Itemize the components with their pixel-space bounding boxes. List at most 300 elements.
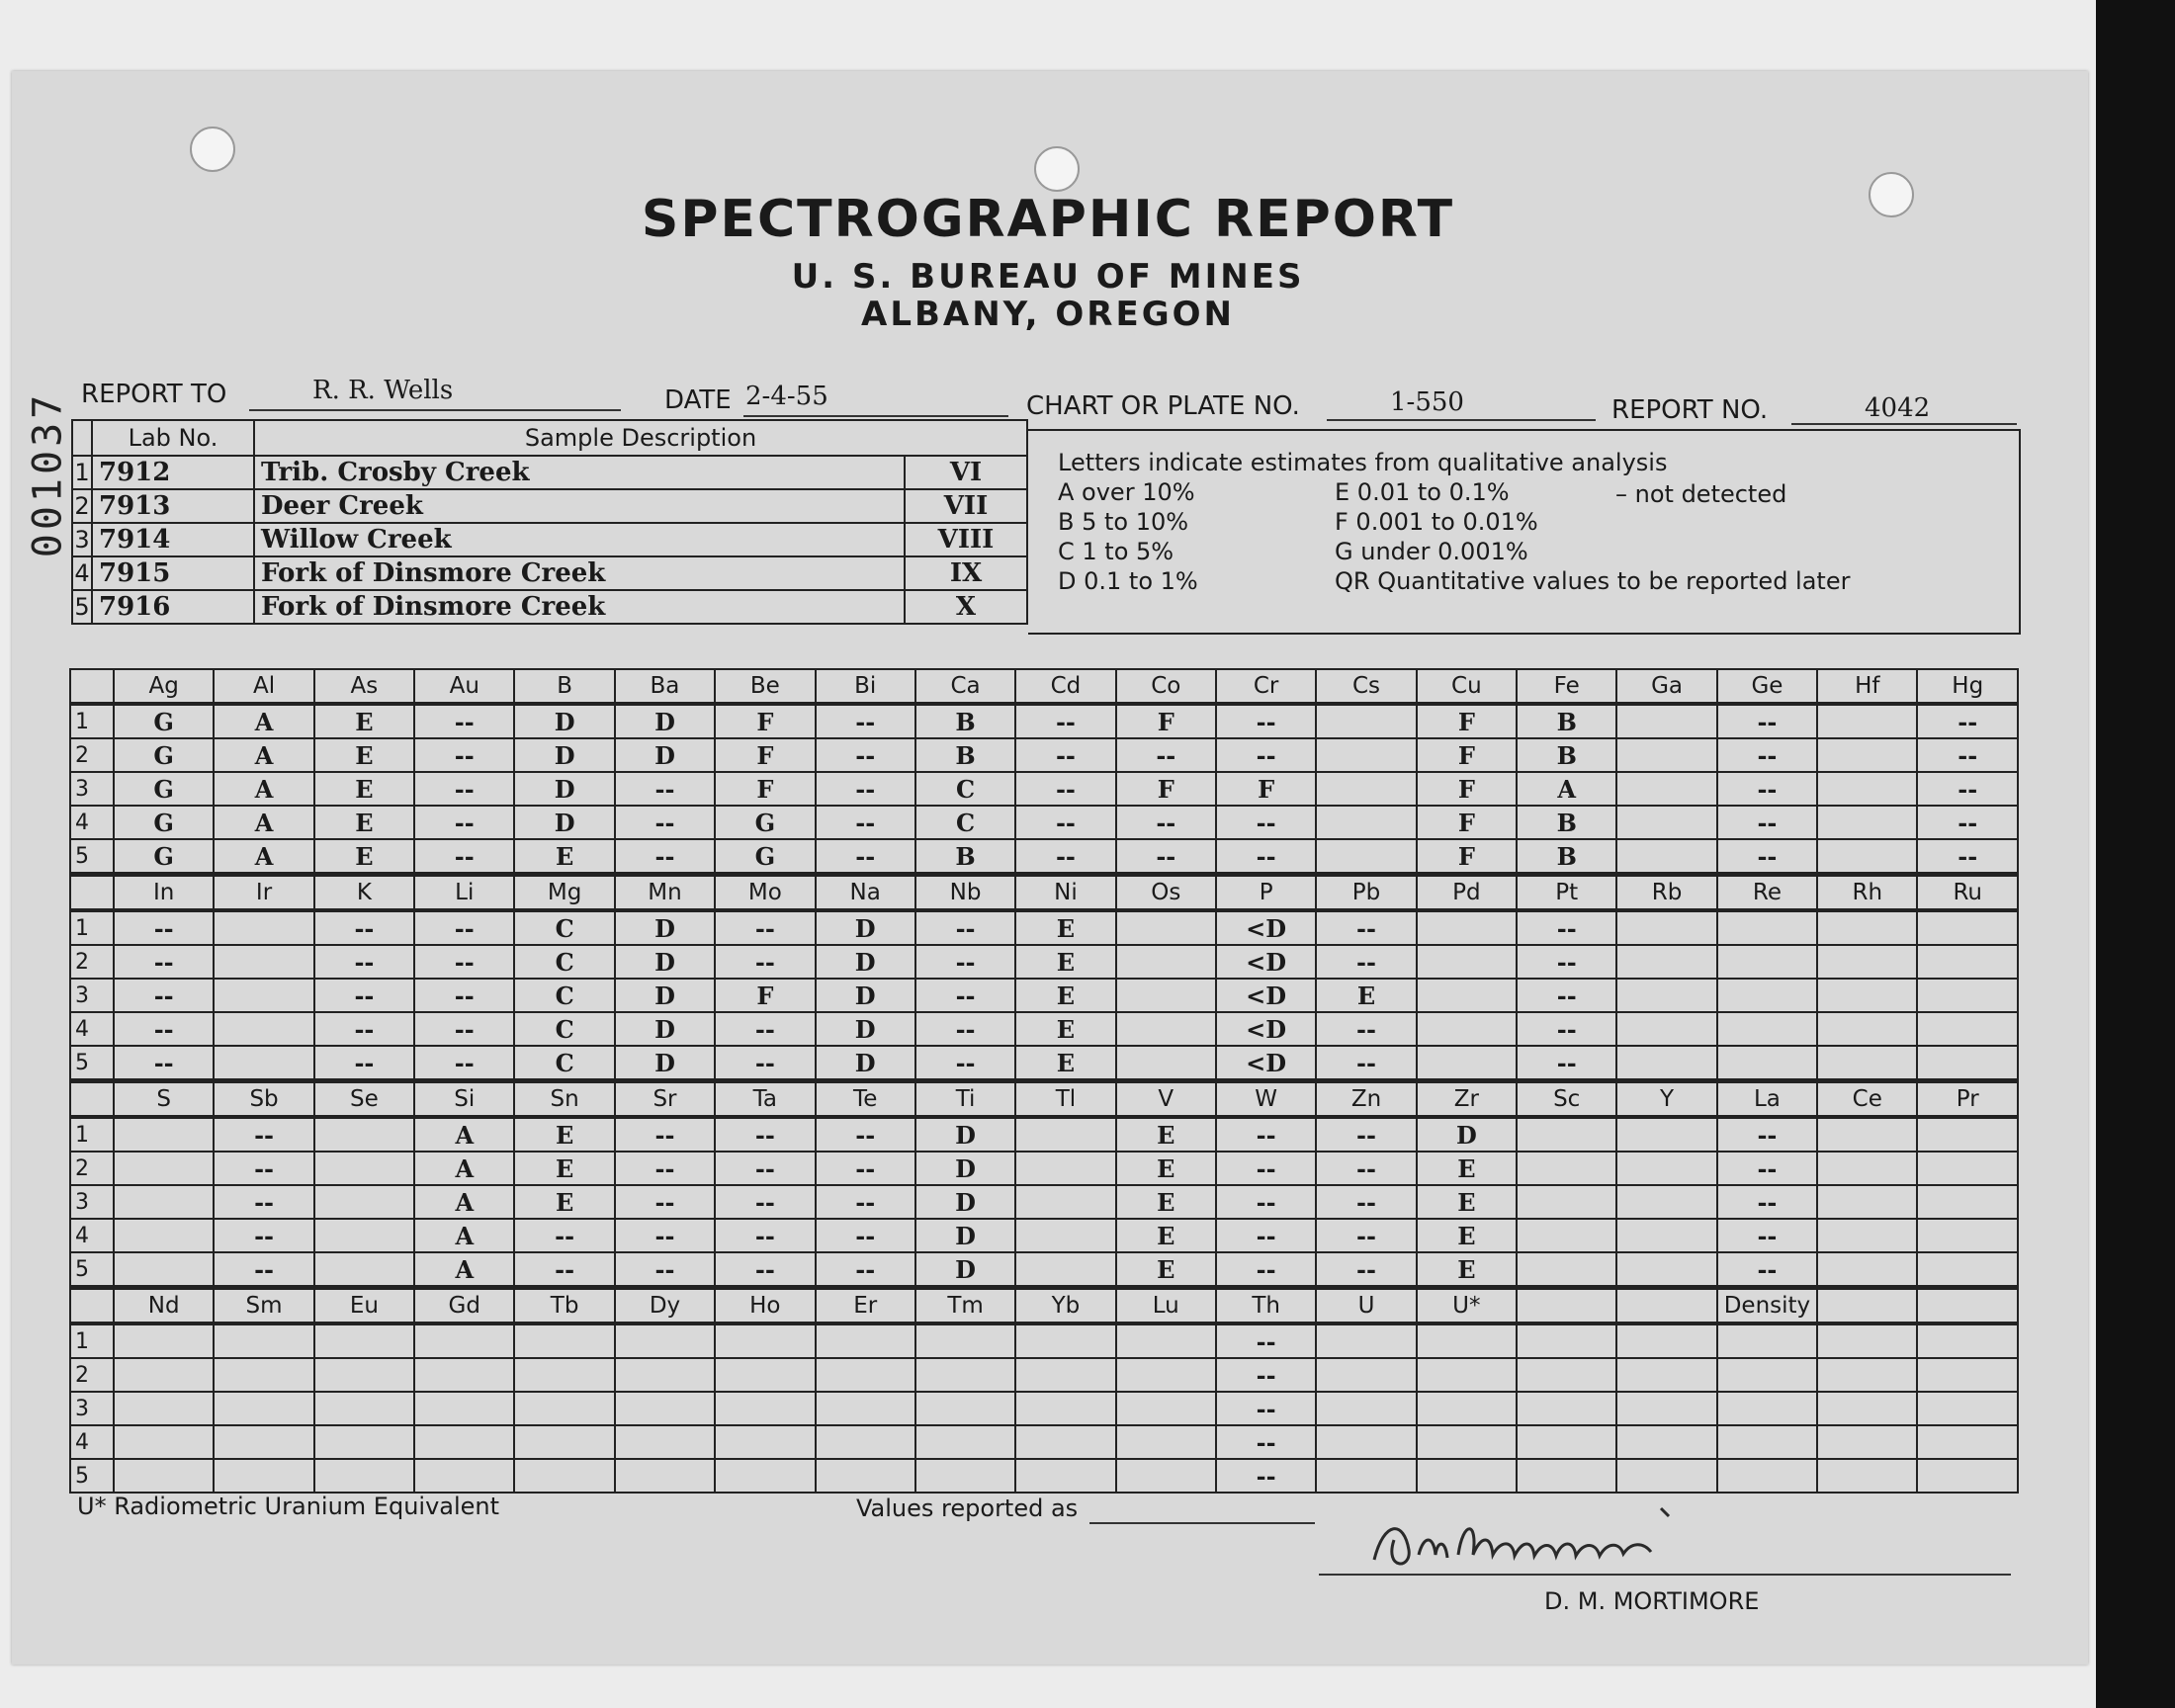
element-symbol: Mo: [715, 875, 815, 911]
col-sample-desc: Sample Description: [254, 420, 1027, 456]
result-cell: --: [1517, 1012, 1616, 1046]
result-cell: E: [1116, 1252, 1216, 1288]
sample-result-row: [70, 738, 2018, 772]
row-number: 5: [70, 839, 114, 875]
result-cell: E: [314, 806, 414, 839]
element-symbol: Bi: [816, 669, 915, 704]
result-cell: [816, 1324, 915, 1358]
result-cell: [816, 1459, 915, 1493]
result-cell: [1616, 979, 1716, 1012]
result-cell: --: [214, 1117, 313, 1152]
result-cell: [1316, 1425, 1416, 1459]
element-symbol: Th: [1216, 1288, 1316, 1324]
row-number: 4: [70, 806, 114, 839]
result-cell: [214, 1459, 313, 1493]
result-cell: --: [1216, 806, 1316, 839]
result-cell: --: [1216, 1117, 1316, 1152]
result-cell: --: [615, 806, 715, 839]
result-cell: --: [1717, 1252, 1817, 1288]
result-cell: [715, 1392, 815, 1425]
result-cell: E: [1316, 979, 1416, 1012]
element-symbol: Er: [816, 1288, 915, 1324]
row-number-header: [70, 1081, 114, 1118]
row-number: 3: [70, 979, 114, 1012]
element-symbol: Ni: [1015, 875, 1115, 911]
result-cell: [314, 1392, 414, 1425]
element-symbol: Sr: [615, 1081, 715, 1118]
result-cell: F: [715, 772, 815, 806]
sample-row: [72, 590, 1027, 624]
result-cell: --: [816, 1117, 915, 1152]
result-cell: [414, 1425, 514, 1459]
element-symbol: Se: [314, 1081, 414, 1118]
result-cell: [1015, 1425, 1115, 1459]
result-cell: [1817, 704, 1917, 738]
element-symbol: Au: [414, 669, 514, 704]
result-cell: --: [816, 1252, 915, 1288]
side-number: 001037: [25, 390, 70, 558]
result-cell: [1917, 1324, 2018, 1358]
result-cell: [1316, 772, 1416, 806]
result-cell: [114, 1252, 214, 1288]
result-cell: [1015, 1459, 1115, 1493]
legend-f: F 0.001 to 0.01%: [1335, 508, 1538, 536]
result-cell: --: [314, 910, 414, 945]
result-cell: [1917, 1046, 2018, 1081]
result-cell: F: [1417, 704, 1517, 738]
result-cell: [1517, 1392, 1616, 1425]
result-cell: D: [1417, 1117, 1517, 1152]
result-cell: --: [915, 1046, 1015, 1081]
result-cell: --: [715, 1185, 815, 1219]
result-cell: [1116, 910, 1216, 945]
report-to-line: [249, 409, 621, 411]
result-cell: B: [1517, 839, 1616, 875]
result-cell: E: [314, 839, 414, 875]
result-cell: [114, 1324, 214, 1358]
punch-hole: [1034, 146, 1080, 192]
result-cell: D: [816, 945, 915, 979]
sample-desc: Willow Creek: [254, 523, 905, 556]
result-cell: [1616, 1117, 1716, 1152]
sample-code: VI: [905, 456, 1027, 489]
result-cell: --: [114, 945, 214, 979]
date-label: DATE: [664, 385, 732, 415]
result-cell: E: [314, 738, 414, 772]
chart-line: [1327, 419, 1596, 421]
result-cell: [214, 1012, 313, 1046]
result-cell: B: [915, 738, 1015, 772]
element-symbol: Pt: [1517, 875, 1616, 911]
result-cell: --: [715, 1046, 815, 1081]
result-cell: E: [1417, 1219, 1517, 1252]
result-cell: [214, 910, 313, 945]
result-cell: --: [615, 1252, 715, 1288]
result-cell: --: [615, 1185, 715, 1219]
result-cell: [1717, 1358, 1817, 1392]
element-symbol: Density: [1717, 1288, 1817, 1324]
result-cell: --: [816, 839, 915, 875]
result-cell: [1616, 1152, 1716, 1185]
result-cell: D: [816, 1046, 915, 1081]
result-cell: --: [715, 1012, 815, 1046]
element-symbol: Ba: [615, 669, 715, 704]
u-star-note: U* Radiometric Uranium Equivalent: [77, 1493, 500, 1520]
sample-num: 5: [72, 590, 92, 624]
result-cell: E: [1015, 979, 1115, 1012]
result-cell: D: [615, 1012, 715, 1046]
result-cell: A: [214, 839, 313, 875]
result-cell: [1717, 1046, 1817, 1081]
result-cell: --: [314, 945, 414, 979]
result-cell: [915, 1425, 1015, 1459]
element-header-row: [70, 669, 2018, 704]
result-cell: [816, 1358, 915, 1392]
row-number: 5: [70, 1252, 114, 1288]
element-symbol: P: [1216, 875, 1316, 911]
result-cell: --: [1717, 839, 1817, 875]
result-cell: [1717, 1459, 1817, 1493]
result-cell: [915, 1324, 1015, 1358]
result-cell: --: [214, 1152, 313, 1185]
result-cell: [1917, 1358, 2018, 1392]
result-cell: E: [1116, 1117, 1216, 1152]
result-cell: E: [1015, 945, 1115, 979]
result-cell: D: [514, 772, 614, 806]
element-symbol: Ga: [1616, 669, 1716, 704]
result-cell: D: [514, 738, 614, 772]
result-cell: [1616, 1358, 1716, 1392]
result-cell: --: [1015, 738, 1115, 772]
result-cell: E: [1417, 1252, 1517, 1288]
row-number-header: [70, 875, 114, 911]
result-cell: D: [615, 945, 715, 979]
result-cell: A: [214, 772, 313, 806]
result-cell: [414, 1392, 514, 1425]
sample-result-row: [70, 979, 2018, 1012]
result-cell: --: [1015, 806, 1115, 839]
result-cell: [314, 1324, 414, 1358]
result-cell: E: [314, 704, 414, 738]
result-cell: --: [1717, 704, 1817, 738]
result-cell: --: [1316, 945, 1416, 979]
row-number: 3: [70, 1392, 114, 1425]
result-cell: E: [314, 772, 414, 806]
sample-desc: Fork of Dinsmore Creek: [254, 556, 905, 590]
element-symbol: Ca: [915, 669, 1015, 704]
result-cell: [214, 979, 313, 1012]
result-cell: [1517, 1252, 1616, 1288]
result-cell: F: [1417, 806, 1517, 839]
sample-num: 1: [72, 456, 92, 489]
result-cell: [1817, 1392, 1917, 1425]
element-symbol: Tb: [514, 1288, 614, 1324]
result-cell: --: [1717, 1219, 1817, 1252]
result-cell: F: [1417, 772, 1517, 806]
result-cell: A: [214, 704, 313, 738]
values-reported-line: [1089, 1522, 1315, 1524]
sample-row: [72, 489, 1027, 523]
element-symbol: Na: [816, 875, 915, 911]
result-cell: [1817, 1252, 1917, 1288]
element-symbol: Os: [1116, 875, 1216, 911]
result-cell: [1417, 1425, 1517, 1459]
result-cell: [1917, 1185, 2018, 1219]
element-symbol: La: [1717, 1081, 1817, 1118]
result-cell: [314, 1152, 414, 1185]
result-cell: --: [1717, 1152, 1817, 1185]
legend-a: A over 10%: [1058, 478, 1195, 506]
result-cell: --: [816, 704, 915, 738]
result-cell: --: [414, 1012, 514, 1046]
row-number: 4: [70, 1012, 114, 1046]
result-cell: [514, 1459, 614, 1493]
result-cell: [915, 1392, 1015, 1425]
result-cell: [1417, 1046, 1517, 1081]
result-cell: --: [615, 839, 715, 875]
result-cell: [1917, 910, 2018, 945]
result-cell: [214, 1425, 313, 1459]
result-cell: --: [1316, 1185, 1416, 1219]
row-number-header: [70, 669, 114, 704]
result-cell: --: [816, 772, 915, 806]
result-cell: [514, 1392, 614, 1425]
result-cell: [1817, 1219, 1917, 1252]
sample-code: IX: [905, 556, 1027, 590]
col-lab-no: Lab No.: [92, 420, 254, 456]
result-cell: --: [1316, 1012, 1416, 1046]
element-symbol: Cd: [1015, 669, 1115, 704]
result-cell: --: [414, 806, 514, 839]
result-cell: --: [414, 945, 514, 979]
element-symbol: Eu: [314, 1288, 414, 1324]
element-symbol: Hg: [1917, 669, 2018, 704]
result-cell: A: [414, 1185, 514, 1219]
result-cell: [214, 1358, 313, 1392]
sample-row: [72, 523, 1027, 556]
element-symbol: K: [314, 875, 414, 911]
result-cell: [1817, 1046, 1917, 1081]
result-cell: --: [1216, 1392, 1316, 1425]
result-cell: E: [1015, 910, 1115, 945]
element-symbol: Cr: [1216, 669, 1316, 704]
result-cell: E: [514, 839, 614, 875]
result-cell: --: [214, 1219, 313, 1252]
result-cell: D: [915, 1117, 1015, 1152]
legend-d: D 0.1 to 1%: [1058, 567, 1198, 595]
result-cell: [314, 1219, 414, 1252]
result-cell: --: [816, 806, 915, 839]
element-symbol: Mn: [615, 875, 715, 911]
sample-row: [72, 556, 1027, 590]
result-cell: [1015, 1219, 1115, 1252]
result-cell: --: [1316, 1117, 1416, 1152]
result-cell: [1116, 1358, 1216, 1392]
result-cell: --: [1216, 738, 1316, 772]
sample-result-row: [70, 1425, 2018, 1459]
result-cell: D: [615, 738, 715, 772]
result-cell: D: [615, 910, 715, 945]
result-cell: --: [414, 1046, 514, 1081]
result-cell: [1616, 1425, 1716, 1459]
result-cell: E: [1116, 1152, 1216, 1185]
result-cell: [314, 1117, 414, 1152]
element-symbol: W: [1216, 1081, 1316, 1118]
result-cell: [114, 1152, 214, 1185]
result-cell: [1116, 1392, 1216, 1425]
element-symbol: Hf: [1817, 669, 1917, 704]
result-cell: [1417, 1392, 1517, 1425]
result-cell: [214, 1392, 313, 1425]
sample-row: [72, 456, 1027, 489]
result-cell: --: [414, 839, 514, 875]
result-cell: [1417, 1459, 1517, 1493]
result-cell: --: [414, 979, 514, 1012]
result-cell: [715, 1425, 815, 1459]
result-cell: B: [1517, 738, 1616, 772]
result-cell: --: [816, 738, 915, 772]
element-symbol: Sn: [514, 1081, 614, 1118]
result-cell: --: [1316, 910, 1416, 945]
result-cell: [1517, 1324, 1616, 1358]
result-cell: [915, 1459, 1015, 1493]
values-reported-label: Values reported as: [856, 1494, 1079, 1522]
result-cell: --: [114, 1046, 214, 1081]
result-cell: D: [615, 979, 715, 1012]
signer-name: D. M. MORTIMORE: [1544, 1587, 1760, 1615]
result-cell: [1717, 1392, 1817, 1425]
result-cell: [1717, 979, 1817, 1012]
result-cell: [1316, 1324, 1416, 1358]
result-cell: [1015, 1358, 1115, 1392]
result-cell: [1616, 1185, 1716, 1219]
element-symbol: Al: [214, 669, 313, 704]
sample-result-row: [70, 1358, 2018, 1392]
result-cell: [1917, 1117, 2018, 1152]
result-cell: --: [1517, 945, 1616, 979]
result-cell: [1817, 1324, 1917, 1358]
legend-g: G under 0.001%: [1335, 538, 1528, 565]
result-cell: [1517, 1152, 1616, 1185]
result-cell: B: [915, 839, 1015, 875]
result-cell: [1817, 1152, 1917, 1185]
element-symbol: Zn: [1316, 1081, 1416, 1118]
element-header-row: [70, 875, 2018, 911]
result-cell: [1917, 1252, 2018, 1288]
sample-desc: Trib. Crosby Creek: [254, 456, 905, 489]
result-cell: --: [816, 1185, 915, 1219]
result-cell: [1917, 1152, 2018, 1185]
element-symbol: B: [514, 669, 614, 704]
result-cell: [915, 1358, 1015, 1392]
element-symbol: Pd: [1417, 875, 1517, 911]
result-cell: [214, 945, 313, 979]
result-cell: [1817, 910, 1917, 945]
sample-result-row: [70, 1459, 2018, 1493]
result-cell: [1116, 945, 1216, 979]
element-symbol: Fe: [1517, 669, 1616, 704]
result-cell: A: [414, 1117, 514, 1152]
result-cell: E: [514, 1152, 614, 1185]
result-cell: --: [214, 1252, 313, 1288]
result-cell: [514, 1358, 614, 1392]
result-cell: [1316, 1358, 1416, 1392]
report-title: SPECTROGRAPHIC REPORT: [641, 190, 1455, 249]
result-cell: [1817, 806, 1917, 839]
result-cell: G: [114, 772, 214, 806]
result-cell: --: [1917, 839, 2018, 875]
result-cell: --: [1216, 1252, 1316, 1288]
result-cell: --: [414, 772, 514, 806]
element-symbol: [1917, 1288, 2018, 1324]
sample-num: 2: [72, 489, 92, 523]
result-cell: [615, 1425, 715, 1459]
result-cell: [1817, 738, 1917, 772]
result-cell: [1817, 945, 1917, 979]
result-cell: D: [915, 1185, 1015, 1219]
result-cell: [1015, 1152, 1115, 1185]
result-cell: G: [114, 806, 214, 839]
element-symbol: Sb: [214, 1081, 313, 1118]
sample-result-row: [70, 839, 2018, 875]
result-cell: [1616, 1046, 1716, 1081]
sample-result-row: [70, 806, 2018, 839]
result-cell: [314, 1358, 414, 1392]
sample-result-row: [70, 910, 2018, 945]
result-cell: --: [915, 945, 1015, 979]
result-cell: [514, 1324, 614, 1358]
result-cell: F: [1116, 704, 1216, 738]
result-cell: C: [514, 979, 614, 1012]
legend-c: C 1 to 5%: [1058, 538, 1174, 565]
result-cell: E: [514, 1185, 614, 1219]
element-symbol: Sc: [1517, 1081, 1616, 1118]
sample-result-row: [70, 1392, 2018, 1425]
row-number: 1: [70, 1117, 114, 1152]
result-cell: D: [615, 704, 715, 738]
result-cell: E: [1417, 1152, 1517, 1185]
result-cell: --: [1917, 738, 2018, 772]
result-cell: [1116, 1425, 1216, 1459]
result-cell: D: [615, 1046, 715, 1081]
result-cell: [715, 1358, 815, 1392]
element-symbol: Ce: [1817, 1081, 1917, 1118]
result-cell: --: [414, 910, 514, 945]
result-cell: --: [314, 979, 414, 1012]
element-symbol: Cs: [1316, 669, 1416, 704]
result-cell: [715, 1459, 815, 1493]
element-symbol: Be: [715, 669, 815, 704]
result-cell: --: [1216, 1152, 1316, 1185]
legend-intro: Letters indicate estimates from qualitative analysis: [1058, 449, 1668, 476]
result-cell: [1817, 979, 1917, 1012]
result-cell: --: [1717, 806, 1817, 839]
result-cell: F: [1417, 738, 1517, 772]
result-cell: --: [915, 1012, 1015, 1046]
sample-result-row: [70, 1185, 2018, 1219]
result-cell: A: [214, 806, 313, 839]
result-cell: [816, 1392, 915, 1425]
result-cell: --: [715, 1117, 815, 1152]
result-cell: A: [414, 1152, 514, 1185]
result-cell: --: [1216, 1324, 1316, 1358]
sample-result-row: [70, 772, 2018, 806]
result-cell: --: [114, 910, 214, 945]
report-to-label: REPORT TO: [81, 380, 227, 409]
result-cell: D: [816, 1012, 915, 1046]
result-cell: [1116, 1459, 1216, 1493]
result-cell: <D: [1216, 979, 1316, 1012]
